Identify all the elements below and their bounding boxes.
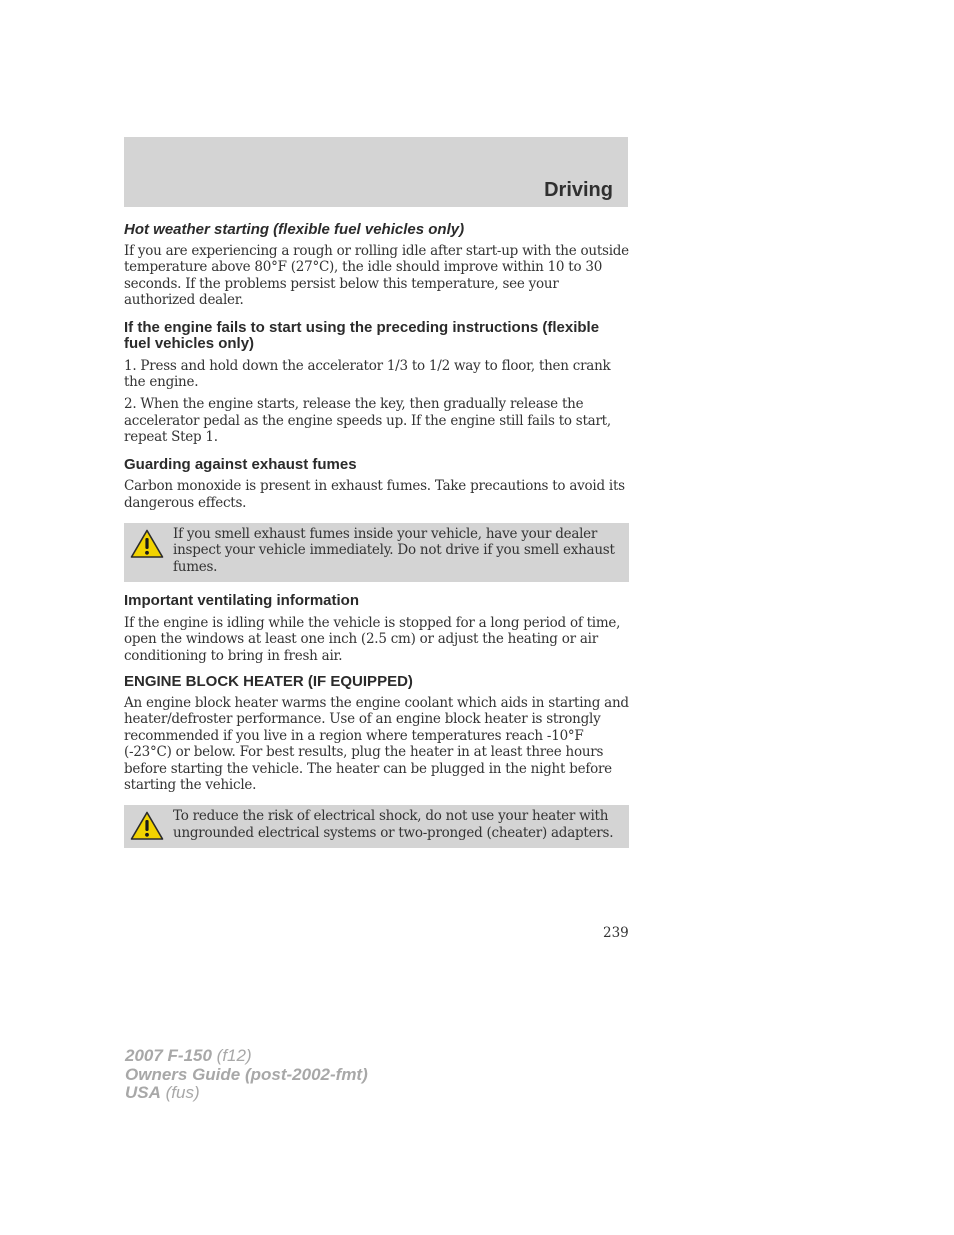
heading-engine-fails-to-start: If the engine fails to start using the preceding instructions (flexible fuel vehicles only) [124, 318, 600, 353]
paragraph-engine-block-heater: An engine block heater warms the engine coolant which aids in starting and heater/defroster performance. Use of an engine block heater is strongly recommended if you live in a region where temperatures reach -10°F (-23°C) or below. For best results, plug the heater in at least three hours before starting the vehicle. The heater can be plugged in the night before starting the vehicle. [124, 694, 629, 793]
footer-model-code: (f12) [211, 1046, 252, 1065]
footer-line-market [125, 1084, 368, 1103]
heading-engine-block-heater: ENGINE BLOCK HEATER (IF EQUIPPED) [124, 672, 413, 690]
footer-model: 2007 F-150 [125, 1046, 212, 1065]
warning-triangle-icon [130, 811, 164, 841]
page-number: 239 [603, 925, 629, 941]
paragraph-step-2: 2. When the engine starts, release the key, then gradually release the accelerator pedal as the engine speeds up. If the engine still fails to start, repeat Step 1. [124, 396, 611, 446]
heading-exhaust-fumes: Guarding against exhaust fumes [124, 455, 357, 473]
paragraph-hot-weather: If you are experiencing a rough or rolling idle after start-up with the outside temperature above 80°F (27°C), the idle should improve within 10 to 30 seconds. If the problems persist below this temperature, see your authorized dealer. [124, 243, 629, 309]
warning-triangle-icon [130, 529, 164, 559]
footer-market: USA [125, 1083, 161, 1102]
section-title: Driving [544, 179, 613, 201]
footer-guide: Owners Guide (post-2002-fmt) [125, 1064, 368, 1084]
heading-ventilating: Important ventilating information [124, 592, 359, 610]
paragraph-exhaust: Carbon monoxide is present in exhaust fumes. Take precautions to avoid its dangerous effects. [124, 478, 625, 511]
warning-text-electrical-shock: To reduce the risk of electrical shock, do not use your heater with ungrounded electrical systems or two-pronged (cheater) adapters. [173, 808, 614, 841]
document-footer [125, 1047, 368, 1103]
warning-box-electrical-shock [124, 805, 629, 848]
heading-hot-weather-starting: Hot weather starting (flexible fuel vehicles only) [124, 221, 465, 238]
footer-market-code: (fus) [160, 1083, 200, 1102]
warning-text-exhaust: If you smell exhaust fumes inside your vehicle, have your dealer inspect your vehicle immediately. Do not drive if you smell exhaust fumes. [173, 525, 615, 575]
page-content [124, 219, 629, 858]
paragraph-step-1: 1. Press and hold down the accelerator 1/3 to 1/2 way to floor, then crank the engine. [124, 357, 611, 391]
section-header-band [124, 137, 628, 207]
footer-line-guide [125, 1066, 368, 1085]
paragraph-ventilating: If the engine is idling while the vehicle is stopped for a long period of time, open the windows at least one inch (2.5 cm) or adjust the heating or air conditioning to bring in fresh air. [124, 614, 621, 664]
footer-line-model [125, 1047, 368, 1066]
warning-box-exhaust [124, 523, 629, 582]
